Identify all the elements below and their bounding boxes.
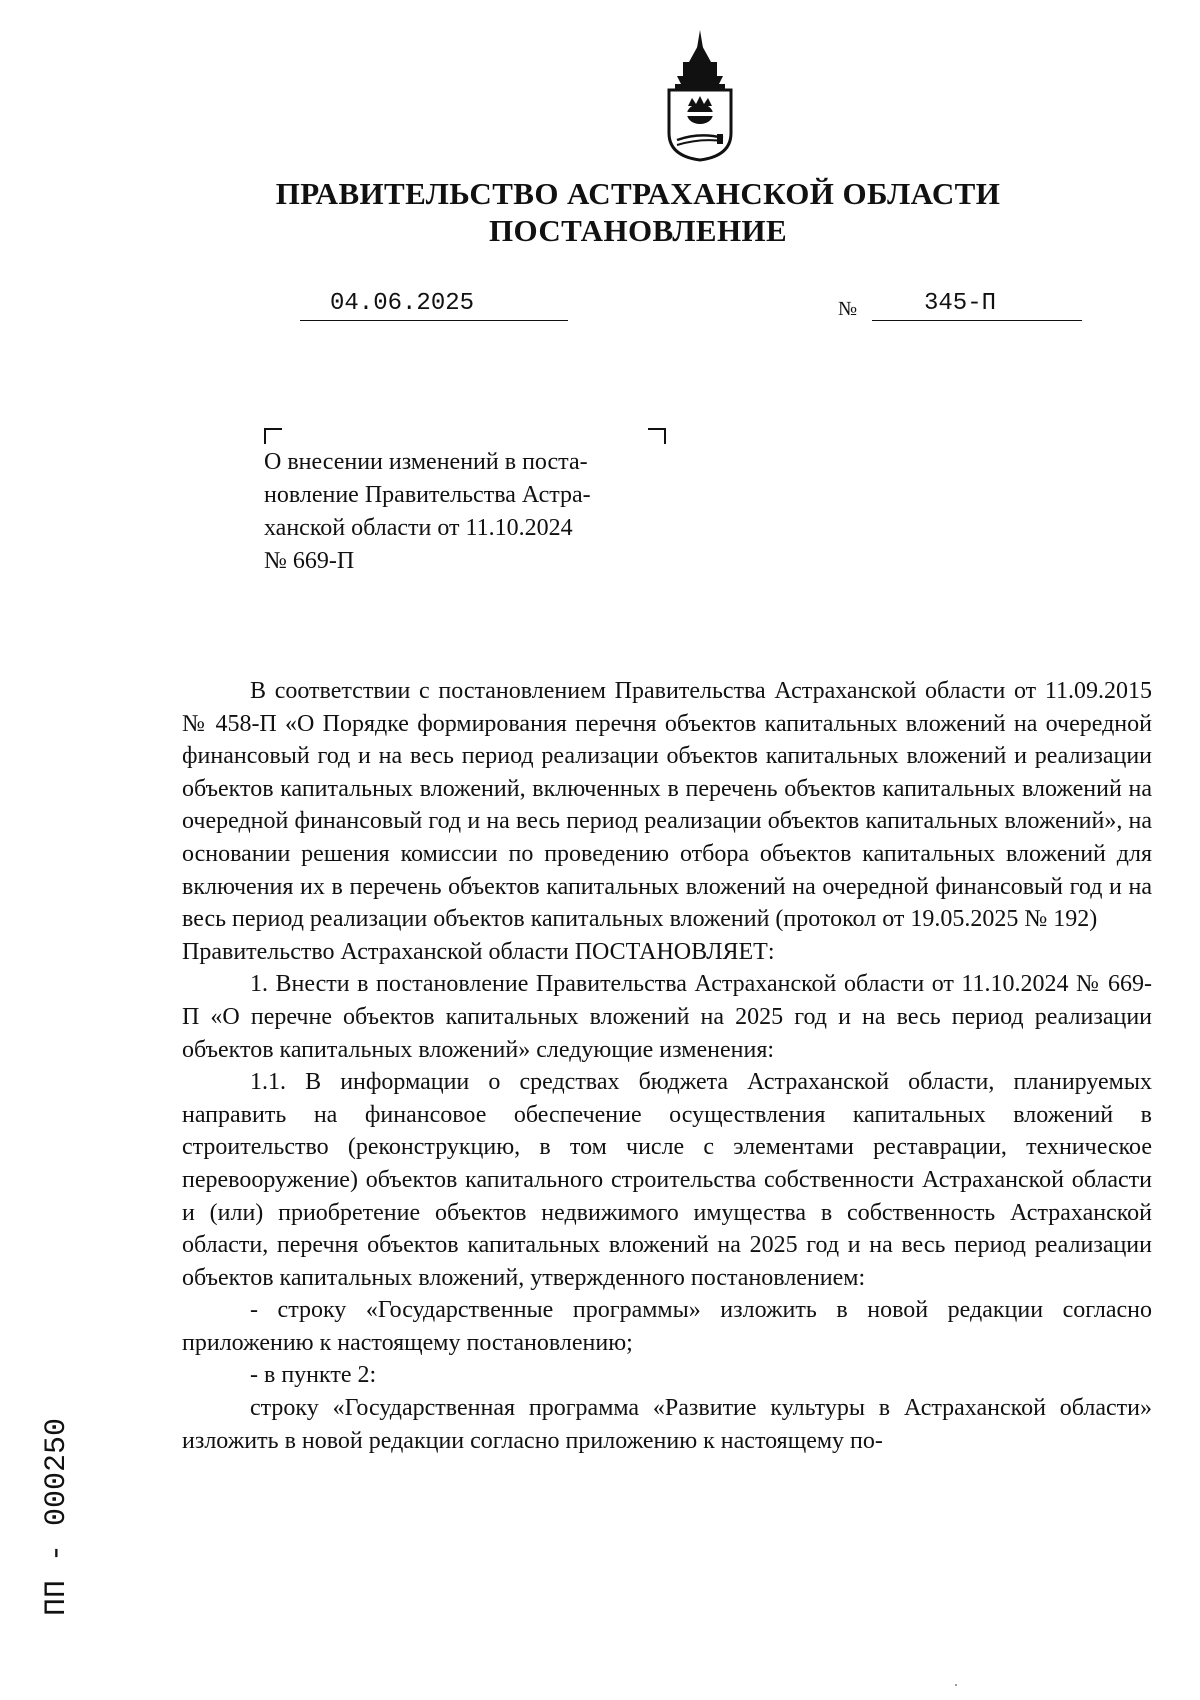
subject-corner-left xyxy=(264,428,282,444)
bullet-paragraph: - строку «Государственные программы» изложить в новой редакции согласно приложению к настоящему постановлению; xyxy=(182,1297,1152,1356)
preamble-paragraph: В соответствии с постановлением Правительства Астраханской области от 11.09.2015 № 458-П «О Порядке формирования перечня объектов капитальных вложений на очередной финансовый год и на весь период реализации объектов капитальных вложений и реализации объектов капитальных вложений, включенных в перечень объектов капитальных вложений на очередной финансовый год и на весь период реализации объектов капитальных вложений», на основании решения комиссии по проведению отбора объектов капитальных вложений для включения их в перечень объектов капитальных вложений на очередной финансовый год и на весь период реализации объектов капитальных вложений (протокол от 19.05.2025 № 192) xyxy=(182,678,1152,933)
bullet-detail-paragraph: строку «Государственная программа «Развитие культуры в Астраханской области» изложить в новой редакции согласно приложению к настоящему по- xyxy=(182,1395,1152,1454)
document-type-title: ПОСТАНОВЛЕНИЕ xyxy=(488,213,788,248)
subject-line: О внесении изменений в поста- xyxy=(264,449,588,475)
subject-line: № 669-П xyxy=(264,548,355,574)
resolves-line: Правительство Астраханской области ПОСТАНОВЛЯЕТ: xyxy=(182,938,775,965)
astrakhan-coat-of-arms-icon xyxy=(655,28,745,163)
number-underline xyxy=(872,318,1082,321)
document-body xyxy=(182,675,1152,1457)
document-date: 04.06.2025 xyxy=(330,290,475,317)
item-1-1-paragraph: 1.1. В информации о средствах бюджета Астраханской области, планируемых направить на финансовое обеспечение осуществления капитальных вложений в строительство (реконструкцию, в том числе с элементами реставрации, техническое перевооружение) объектов капитального строительства собственности Астраханской области и (или) приобретение объектов недвижимого имущества в собственность Астраханской области, перечня объектов капитальных вложений на 2025 год и на весь период реализации объектов капитальных вложений, утвержденного постановлением: xyxy=(182,1069,1152,1291)
document-subject xyxy=(264,446,664,578)
organization-title: ПРАВИТЕЛЬСТВО АСТРАХАНСКОЙ ОБЛАСТИ xyxy=(275,176,1001,211)
number-sign: № xyxy=(838,298,858,320)
item-1-paragraph: 1. Внести в постановление Правительства Астраханской области от 11.10.2024 № 669-П «О перечне объектов капитальных вложений на 2025 год и на весь период реализации объектов капитальных вложений» следующие изменения: xyxy=(182,971,1152,1063)
scan-speck xyxy=(955,1684,957,1686)
date-underline xyxy=(300,318,568,321)
bullet-paragraph: - в пункте 2: xyxy=(250,1362,377,1389)
subject-line: новление Правительства Астра- xyxy=(264,482,591,508)
document-number: 345-П xyxy=(924,290,997,317)
subject-corner-right xyxy=(648,428,666,444)
registration-stamp: ПП - 000250 xyxy=(40,1417,74,1616)
subject-line: ханской области от 11.10.2024 xyxy=(264,515,573,541)
